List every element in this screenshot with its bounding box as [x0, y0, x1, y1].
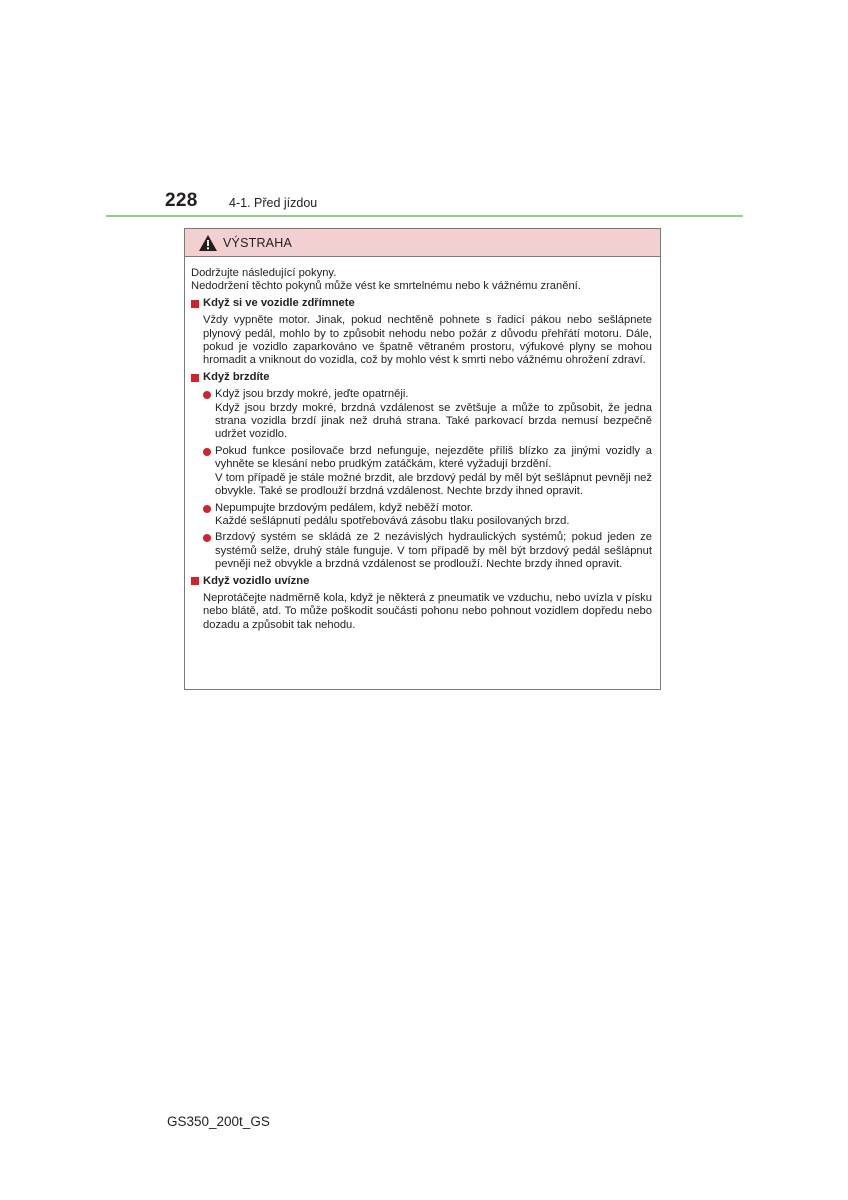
- bullet-item: [191, 445, 652, 499]
- section-text: Vždy vypněte motor. Jinak, pokud nechtěně pohnete s řadicí pákou nebo sešlápnete plynový pedál, mohlo by to způsobit nehodu nebo požár z důvodu přehřátí motoru. Dále, pokud je vozidlo zaparkováno ve špatně větraném prostoru, výfukové plyny se mohou hromadit a vniknout do vozidla, což by mohlo vést k smrti nebo vážnému ohrožení zdraví.: [203, 314, 652, 367]
- section-heading-text: Když vozidlo uvízne: [203, 574, 310, 587]
- bullet-item: [191, 388, 652, 442]
- bullet-item: [191, 531, 652, 571]
- section-heading-text: Když si ve vozidle zdřímnete: [203, 296, 355, 309]
- red-square-icon: [191, 577, 199, 585]
- warning-consequence: Nedodržení těchto pokynů může vést ke smrtelnému nebo k vážnému zranění.: [191, 280, 581, 293]
- bullet-text: [215, 445, 652, 499]
- red-dot-icon: [203, 534, 211, 542]
- section-heading-text: Když brzdíte: [203, 370, 270, 383]
- warning-intro: Dodržujte následující pokyny.: [191, 267, 337, 279]
- bullet-line: V tom případě je stále možné brzdit, ale brzdový pedál by měl být sešlápnut pevněji než obvykle. Také se prodlouží brzdná vzdálenost. Nechte brzdy ihned opravit.: [215, 471, 652, 498]
- bullet-line: Když jsou brzdy mokré, jeďte opatrněji.: [215, 388, 409, 401]
- bullet-line: Když jsou brzdy mokré, brzdná vzdálenost se zvětšuje a může to způsobit, že jedna strana vozidla brzdí jinak než druhá strana. Také parkovací brzda nemusí bezpečně udržet vozidlo.: [215, 401, 652, 441]
- section-heading: [191, 575, 652, 588]
- red-square-icon: [191, 300, 199, 308]
- warning-header: [185, 229, 660, 257]
- section-heading: [191, 371, 652, 384]
- bullet-line: Nepumpujte brzdovým pedálem, když neběží motor.: [215, 501, 474, 514]
- red-dot-icon: [203, 448, 211, 456]
- warning-triangle-icon: [198, 234, 218, 252]
- bullet-text: [215, 531, 652, 571]
- bullet-line: Brzdový systém se skládá ze 2 nezávislých hydraulických systémů; pokud jeden ze systémů selže, druhý stále funguje. V tom případě by měl být brzdový pedál sešlápnut pevněji než obvykle a brzdná vzdálenost se prodlouží. Nechte brzdy ihned opravit.: [215, 531, 652, 571]
- red-dot-icon: [203, 505, 211, 513]
- warning-title: VÝSTRAHA: [223, 235, 292, 250]
- section-title: 4-1. Před jízdou: [229, 196, 318, 210]
- bullet-line: Pokud funkce posilovače brzd nefunguje, nejezděte příliš blízko za jinými vozidly a vyhněte se klesání nebo prudkým zatáčkám, které vyžadují brzdění.: [215, 444, 652, 471]
- bullet-item: [191, 502, 652, 529]
- bullet-text: [215, 502, 652, 529]
- bullet-text: [215, 388, 652, 442]
- section-text: Neprotáčejte nadměrně kola, když je některá z pneumatik ve vzduchu, nebo uvízla v písku nebo blátě, atd. To může poškodit součásti pohonu nebo pohnout vozidlem dopředu nebo dozadu a způsobit tak nehodu.: [203, 591, 652, 631]
- warning-body: [185, 257, 660, 632]
- warning-box: [184, 228, 661, 690]
- red-dot-icon: [203, 391, 211, 399]
- bullet-line: Každé sešlápnutí pedálu spotřebovává zásobu tlaku posilovaných brzd.: [215, 514, 570, 527]
- red-square-icon: [191, 374, 199, 382]
- section-heading: [191, 297, 652, 310]
- header-rule: [106, 215, 743, 217]
- page-number: 228: [165, 190, 198, 211]
- footer-model-code: GS350_200t_GS: [167, 1114, 270, 1129]
